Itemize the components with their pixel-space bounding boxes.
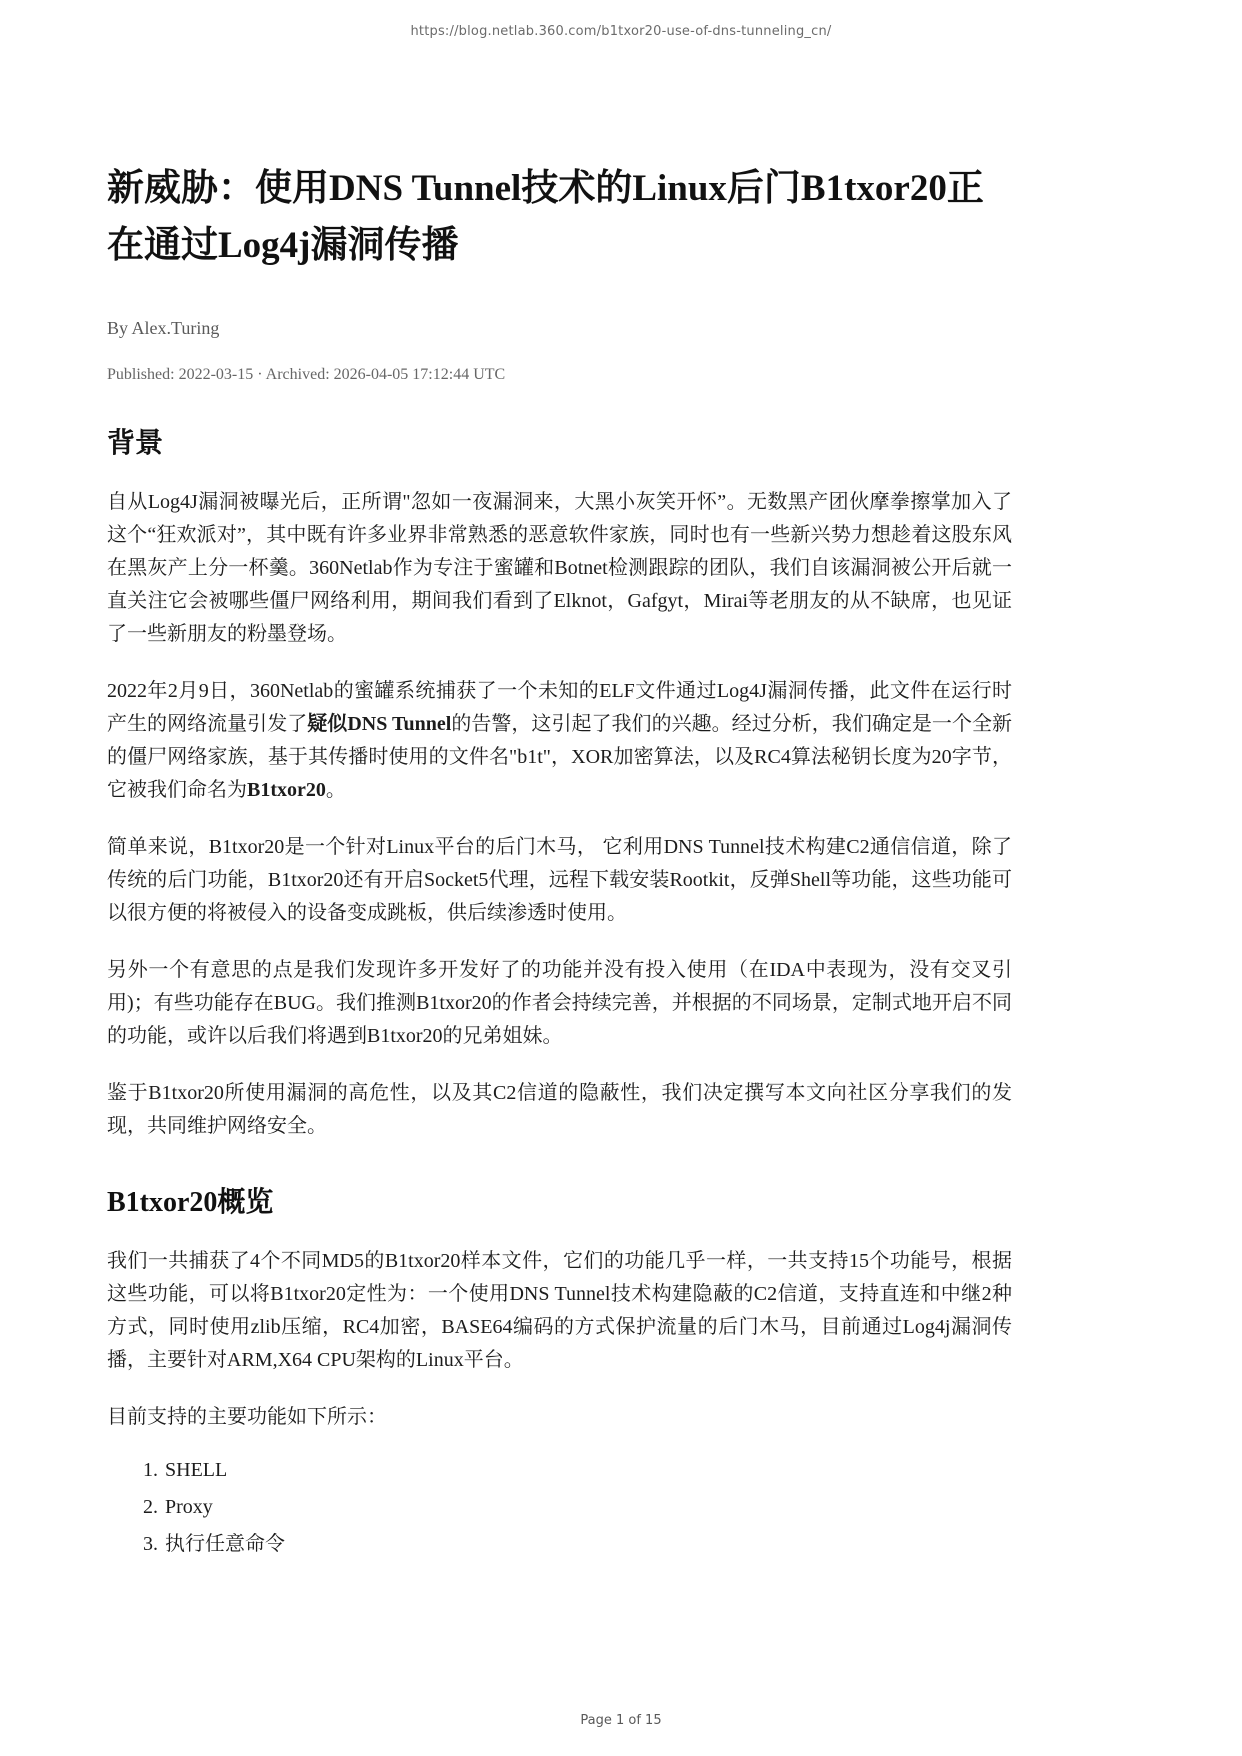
paragraph — [107, 486, 1012, 651]
article-sections — [107, 426, 1012, 1561]
text-segment: 鉴于B1txor20所使用漏洞的高危性，以及其C2信道的隐蔽性，我们决定撰写本文向社区分享我们的发现，共同维护网络安全。 — [107, 1082, 1012, 1137]
paragraph — [107, 831, 1012, 930]
section-heading: B1txor20概览 — [107, 1187, 274, 1218]
article-content — [107, 0, 1012, 1565]
section-heading: 背景 — [107, 428, 164, 459]
paragraph — [107, 954, 1012, 1053]
feature-list-item: 1. SHELL — [163, 1454, 1012, 1487]
page-url-header: https://blog.netlab.360.com/b1txor20-use-of-dns-tunneling_cn/ — [410, 24, 832, 39]
feature-list — [107, 1454, 1012, 1561]
feature-list-item: 3. 执行任意命令 — [163, 1528, 1012, 1561]
text-segment: 简单来说，B1txor20是一个针对Linux平台的后门木马， 它利用DNS Tunnel技术构建C2通信信道，除了传统的后门功能，B1txor20还有开启Socket5代理，远程下载安装Rootkit，反弹Shell等功能，这些功能可以很方便的将被侵入的设备变成跳板，供后续渗透时使用。 — [107, 836, 1012, 924]
text-segment: 我们一共捕获了4个不同MD5的B1txor20样本文件，它们的功能几乎一样，一共支持15个功能号，根据这些功能，可以将B1txor20定性为：一个使用DNS Tunnel技术构建隐蔽的C2信道，支持直连和中继2种方式，同时使用zlib压缩，RC4加密，BASE64编码的方式保护流量的后门木马，目前通过Log4j漏洞传播，主要针对ARM,X64 CPU架构的Linux平台。 — [107, 1250, 1012, 1371]
paragraph — [107, 1401, 1012, 1434]
bold-text: 疑似DNS Tunnel — [307, 713, 452, 735]
text-segment: 另外一个有意思的点是我们发现许多开发好了的功能并没有投入使用（在IDA中表现为，没有交叉引用)；有些功能存在BUG。我们推测B1txor20的作者会持续完善，并根据的不同场景，定制式地开启不同的功能，或许以后我们将遇到B1txor20的兄弟姐妹。 — [107, 959, 1012, 1047]
paragraph — [107, 1077, 1012, 1143]
paragraph — [107, 675, 1012, 807]
article-byline: By Alex.Turing — [107, 318, 220, 338]
text-segment: 2022年2月9日，360Netlab的蜜罐系统捕获了一个未知的ELF文件通过Log4J漏洞传播，此文件在运行时产生的网络流量引发了 — [107, 680, 1012, 735]
page-number-footer: Page 1 of 15 — [580, 1713, 662, 1728]
text-segment: 目前支持的主要功能如下所示： — [107, 1406, 387, 1428]
text-segment: 的告警，这引起了我们的兴趣。经过分析，我们确定是一个全新的僵尸网络家族，基于其传播时使用的文件名"b1t"，XOR加密算法，以及RC4算法秘钥长度为20字节，它被我们命名为 — [107, 713, 1013, 801]
feature-list-item: 2. Proxy — [163, 1491, 1012, 1524]
paragraph — [107, 1245, 1012, 1377]
text-segment: 自从Log4J漏洞被曝光后，正所谓"忽如一夜漏洞来，大黑小灰笑开怀”。无数黑产团伙摩拳擦掌加入了这个“狂欢派对”，其中既有许多业界非常熟悉的恶意软件家族，同时也有一些新兴势力想趁着这股东风在黑灰产上分一杯羹。360Netlab作为专注于蜜罐和Botnet检测跟踪的团队，我们自该漏洞被公开后就一直关注它会被哪些僵尸网络利用，期间我们看到了Elknot，Gafgyt，Mirai等老朋友的从不缺席，也见证了一些新朋友的粉墨登场。 — [107, 491, 1012, 645]
bold-text: B1txor20 — [247, 779, 326, 801]
text-segment: 。 — [325, 779, 346, 801]
article-title: 新威胁：使用DNS Tunnel技术的Linux后门B1txor20正在通过Log4j漏洞传播 — [107, 168, 984, 266]
section-2 — [107, 1185, 1012, 1561]
section-1 — [107, 426, 1012, 1143]
article-meta: Published: 2022-03-15 · Archived: 2026-04-05 17:12:44 UTC — [107, 366, 506, 383]
